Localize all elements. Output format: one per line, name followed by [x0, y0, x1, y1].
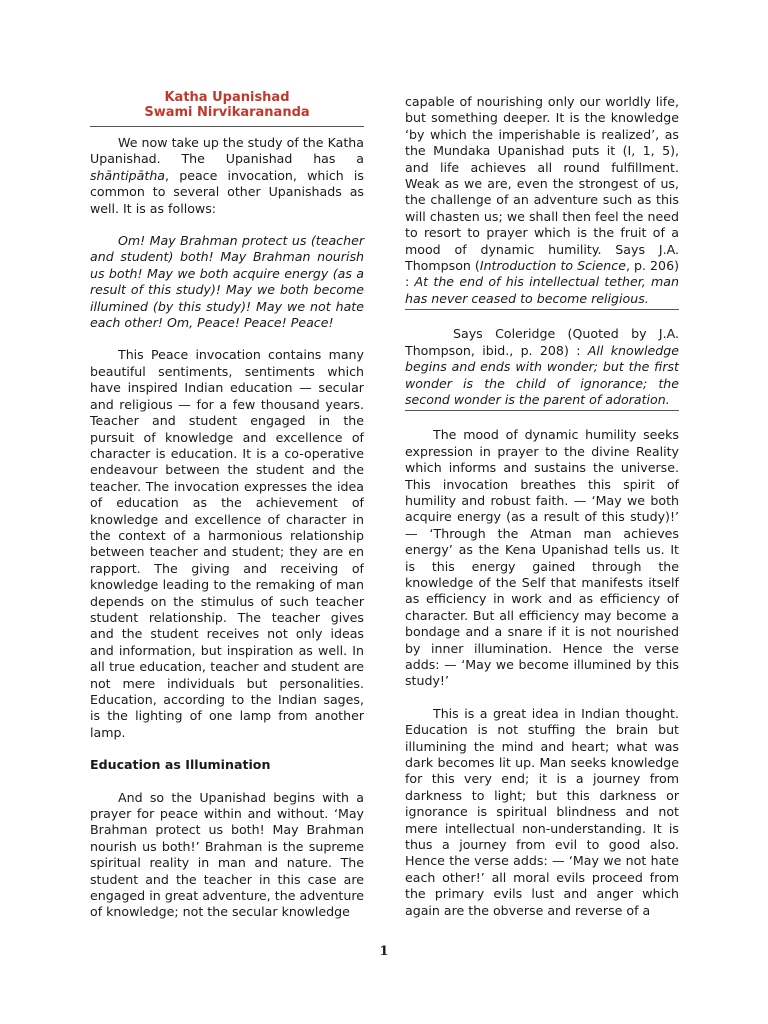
- thompson-block: [405, 94, 679, 310]
- article-title: Katha Upanishad: [164, 90, 290, 105]
- left-column: [90, 90, 364, 921]
- thompson-quote: At the end of his intellectual tether, man has never ceased to become religious.: [405, 274, 680, 306]
- humility-paragraph: The mood of dynamic humility seeks expression in prayer to the divine Reality which informs and sustains the universe. This invocation breathes this spirit of humility and robust faith. — ‘May we both acquire energy (as a result of this study)!’ — ‘Through the Atman man achieves energy’ as the Kena Upanishad tells us. It is this energy gained through the knowledge of the Self that manifests itself as efficiency in work and as efficiency of character. But all efficiency may become a bondage and a snare if it is not nourished by inner illumination. Hence the verse adds: — ‘May we become illumined by this study!’: [405, 427, 679, 689]
- thompson-citation: , p. 206) :: [405, 258, 679, 290]
- intro-paragraph: [90, 135, 364, 217]
- peace-invocation-verse: Om! May Brahman protect us (teacher and student) both! May Brahman nourish us both! May we both acquire energy (as a result of this study)! May we both become illumined (by this study)! May we not hate each other! Om, Peace! Peace! Peace!: [90, 233, 364, 331]
- section-heading: Education as Illumination: [90, 757, 271, 773]
- title-block: [90, 90, 364, 127]
- thompson-text: capable of nourishing only our worldly life, but something deeper. It is the knowledge ‘by which the imperishable is realized’, as the Mundaka Upanishad puts it (I, 1, 5), and life achieves all round fulfillment. Weak as we are, even the strongest of us, the challenge of an adventure such as this will chasten us; we shall then feel the need to resort to prayer which is the fruit of a mood of dynamic humility. Says J.A. Thompson (: [405, 94, 679, 274]
- coleridge-text: Says Coleridge (Quoted by J.A. Thompson, ibid., p. 208) :: [405, 326, 679, 358]
- intro-text-end: , peace invocation, which is common to several other Upanishads as well. It is as follows:: [90, 167, 364, 216]
- invocation-paragraph: This Peace invocation contains many beautiful sentiments, sentiments which have inspired Indian education — secular and religious — for a few thousand years. Teacher and student engaged in the pursuit of knowledge and excellence of character is education. It is a co-operative endeavour between the student and the teacher. The invocation expresses the idea of education as the achievement of knowledge and excellence of character in the context of a harmonious relationship between teacher and student; they are en rapport. The giving and receiving of knowledge leading to the remaking of man depends on the stimulus of such teacher student relationship. The teacher gives and the student receives not only ideas and information, but inspiration as well. In all true education, teacher and student are not mere individuals but personalities. Education, according to the Indian sages, is the lighting of one lamp from another lamp.: [90, 347, 364, 740]
- page-number: 1: [379, 944, 389, 959]
- right-column: [405, 94, 679, 919]
- book-title: Introduction to Science: [479, 258, 626, 274]
- great-idea-paragraph: This is a great idea in Indian thought. Education is not stuffing the brain but illumining the mind and heart; what was dark becomes lit up. Man seeks knowledge for this very end; it is a journey from darkness to light; but this darkness or ignorance is spiritual blindness and not mere intellectual non-understanding. It is thus a journey from evil to good also. Hence the verse adds: — ‘May we not hate each other!’ all moral evils proceed from the primary evils lust and anger which again are the obverse and reverse of a: [405, 705, 679, 918]
- illumination-paragraph: And so the Upanishad begins with a prayer for peace within and without. ‘May Brahman protect us both! May Brahman nourish us both!’ Brahman is the supreme spiritual reality in man and nature. The student and the teacher in this case are engaged in great adventure, the adventure of knowledge; not the secular knowledge: [90, 789, 364, 920]
- article-author: Swami Nirvikarananda: [144, 105, 310, 120]
- coleridge-paragraph: [405, 326, 679, 408]
- intro-text: We now take up the study of the Katha Upanishad. The Upanishad has a: [90, 135, 364, 167]
- coleridge-block: [405, 326, 679, 411]
- coleridge-quote: All knowledge begins and ends with wonder; but the first wonder is the child of ignorance; the second wonder is the parent of adoration.: [405, 342, 679, 407]
- thompson-paragraph: [405, 94, 679, 307]
- intro-term: shāntipātha: [90, 167, 166, 183]
